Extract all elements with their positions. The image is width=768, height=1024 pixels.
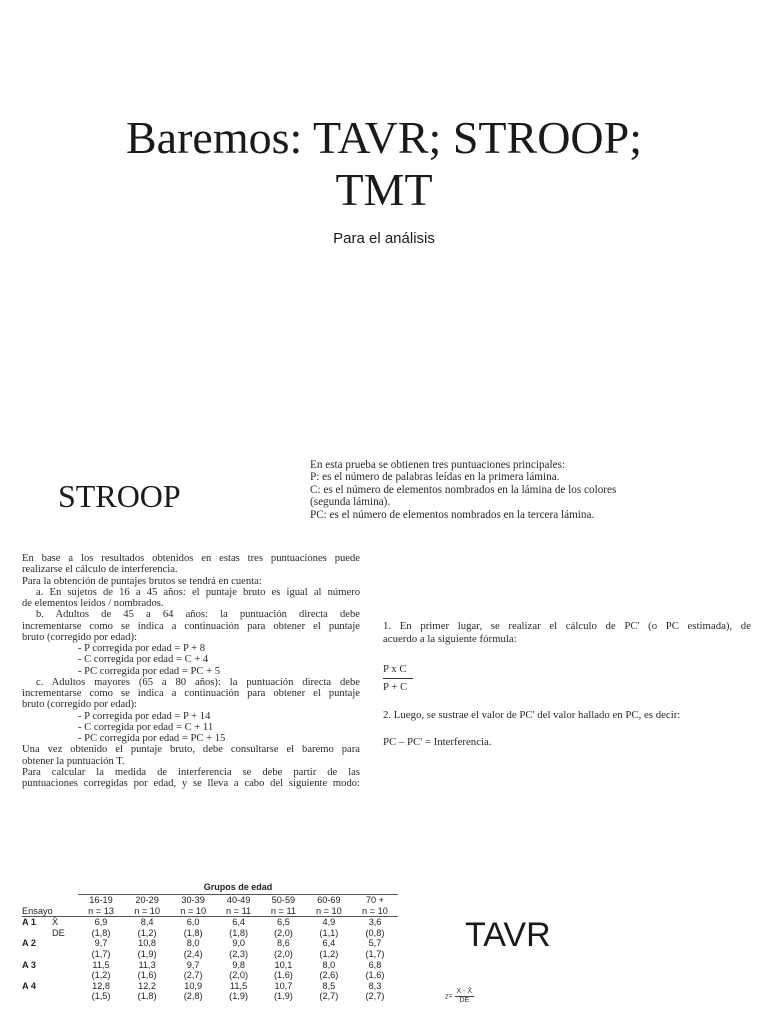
- text-line: bruto (corregido por edad):: [22, 631, 138, 643]
- table-row: A 4 12,8 12,2 10,9 11,5 10,7 8,5 8,3: [22, 980, 382, 991]
- intro-line: P: es el número de palabras leídas en la primera lámina.: [310, 471, 560, 484]
- z-score-formula: [445, 988, 474, 1005]
- formula-step-1: 1. En primer lugar, se realizar el cálculo de PC' (o PC estimada), de: [383, 620, 751, 632]
- text-line: - C corregida por edad = C + 4: [78, 654, 209, 666]
- stroop-scoring-instructions: [22, 553, 360, 803]
- text-line: c. Adultos mayores (65 a 80 años): la puntuación directa debe: [36, 676, 360, 688]
- text-line: Para la obtención de puntajes brutos se tendrá en cuenta:: [22, 575, 262, 587]
- formula-step-1-cont: acuerdo a la siguiente fórmula:: [383, 632, 517, 645]
- table-row: (1,7) (1,9) (2,4) (2,3) (2,0) (1,2) (1,7): [91, 948, 385, 959]
- sample-size: n = 11: [216, 906, 261, 917]
- age-range: 30-39: [181, 895, 205, 905]
- text-line: - PC corregida por edad = PC + 5: [78, 665, 220, 677]
- intro-line: En esta prueba se obtienen tres puntuaciones principales:: [310, 459, 566, 471]
- table-row: (1,5) (1,8) (2,8) (1,9) (1,9) (2,7) (2,7): [91, 991, 385, 1002]
- fraction-denominator: P + C: [383, 680, 408, 693]
- pc-estimated-fraction: [383, 663, 413, 693]
- z-fraction: [455, 988, 475, 1005]
- fraction-numerator: P x C: [383, 663, 413, 679]
- sample-size: n = 11: [261, 906, 306, 917]
- text-line: obtener la puntuación T.: [22, 755, 125, 767]
- text-line: - P corregida por edad = P + 8: [78, 643, 206, 654]
- sample-size: n = 10: [352, 906, 398, 917]
- page-subtitle: Para el análisis: [333, 230, 435, 247]
- page-title-line-1: Baremos: TAVR; STROOP;: [125, 112, 643, 163]
- page-title-line-2: TMT: [335, 164, 433, 215]
- text-line: incrementarse como se indica a continuación para obtener el puntaje: [22, 620, 360, 632]
- text-line: - C corregida por edad = C + 11: [78, 721, 214, 733]
- stroop-intro-excerpt: [310, 459, 680, 523]
- text-line: realizarse el cálculo de interferencia.: [22, 564, 178, 576]
- formula-result: PC – PC' = Interferencia.: [383, 735, 492, 748]
- intro-line: PC: es el número de elementos nombrados en la tercera lámina.: [310, 508, 595, 521]
- text-line: En base a los resultados obtenidos en estas tres puntuaciones puede: [22, 553, 360, 564]
- z-prefix: z=: [445, 993, 453, 1001]
- ensayo-column-header: Ensayo: [22, 906, 78, 917]
- tavr-norms-table: [22, 880, 402, 1024]
- text-line: Una vez obtenido el puntaje bruto, debe consultarse el baremo para: [22, 744, 360, 756]
- page-title: [0, 112, 768, 216]
- text-line: - P corregida por edad = P + 14: [78, 710, 211, 722]
- text-line: de elementos leídos / nombrados.: [22, 598, 164, 609]
- text-line: puntuaciones corregidas por edad, y se lleva a cabo del siguiente modo:: [22, 778, 360, 789]
- age-range: 60-69: [317, 895, 341, 905]
- age-range: 50-59: [271, 895, 296, 905]
- interference-formula: [383, 620, 751, 748]
- stroop-heading: STROOP: [58, 478, 181, 514]
- text-line: b. Adultos de 45 a 64 años: la puntuación directa debe: [36, 609, 360, 621]
- text-line: - PC corregida por edad = PC + 15: [78, 733, 226, 744]
- intro-line: (segunda lámina).: [310, 496, 391, 509]
- age-groups-header: Grupos de edad: [78, 880, 398, 895]
- table-row: (1,2) (1,6) (2,7) (2,0) (1,6) (2,6) (1,6): [91, 970, 385, 981]
- formula-step-2: 2. Luego, se sustrae el valor de PC' del valor hallado en PC, es decir:: [383, 709, 681, 721]
- intro-line: C: es el número de elementos nombrados en la lámina de los colores: [310, 483, 617, 496]
- text-line: a. En sujetos de 16 a 45 años: el puntaje bruto es igual al número: [36, 586, 360, 598]
- sample-size: n = 10: [170, 906, 216, 917]
- sample-size: n = 13: [78, 906, 124, 917]
- table-row: A 2 9,7 10,8 8,0 9,0 8,6 6,4 5,7: [22, 938, 382, 949]
- age-range: 40-49: [226, 895, 251, 905]
- tavr-heading: TAVR: [465, 916, 551, 954]
- text-line: incrementarse como se indica a continuación para obtener el puntaje: [22, 688, 360, 699]
- sample-size: n = 10: [306, 906, 352, 917]
- z-numerator: X - X̄: [456, 988, 473, 995]
- age-range: 20-29: [135, 895, 159, 905]
- sample-size: n = 10: [124, 906, 170, 917]
- text-line: Para calcular la medida de interferencia se debe partir de las: [22, 766, 360, 778]
- table-row: DE (1,8) (1,2) (1,8) (1,8) (2,0) (1,1) (0,8): [52, 927, 385, 938]
- age-range: 70 +: [365, 895, 385, 905]
- z-denominator: DE: [459, 997, 470, 1004]
- text-line: bruto (corregido por edad):: [22, 699, 138, 711]
- table-row: A 1 X̄ 6,9 8,4 6,0 6,4 6,5 4,9 3,6: [22, 917, 382, 928]
- age-range: 16-19: [89, 895, 113, 905]
- table-row: A 3 11,5 11,3 9,7 9,8 10,1 8,0 6,8: [22, 959, 382, 970]
